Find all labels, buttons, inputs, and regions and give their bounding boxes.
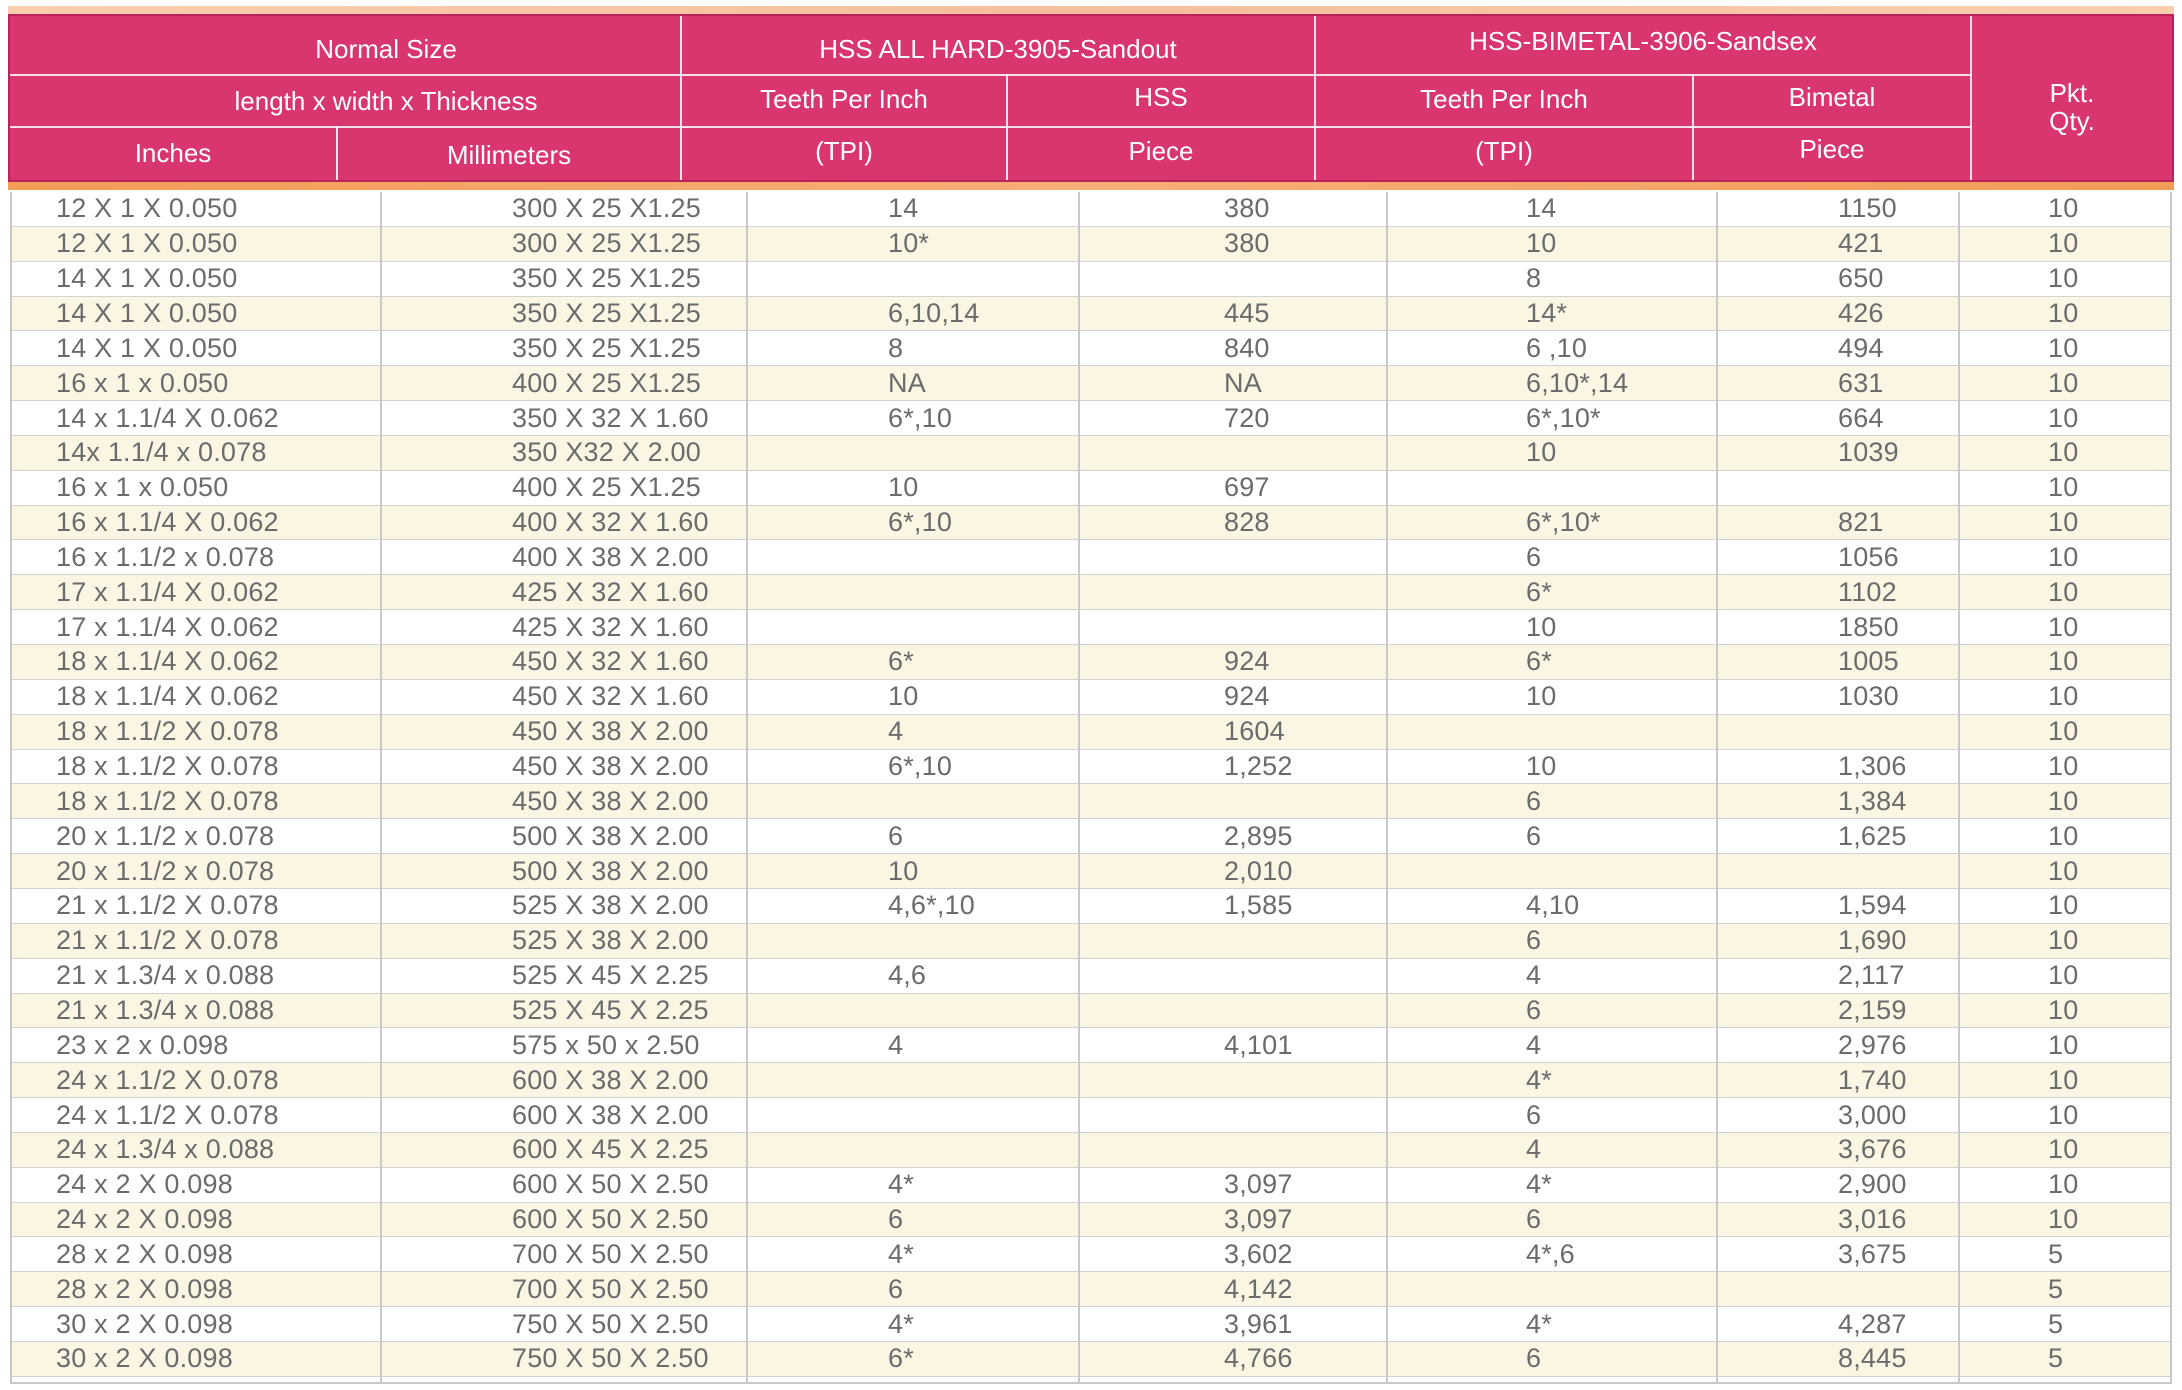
cell-bimetal-tpi: 14* (1526, 297, 1568, 328)
cell-hss-piece: 924 (1224, 681, 1270, 712)
col-sep-3 (1078, 192, 1080, 1382)
cell-bimetal-piece: 1102 (1838, 576, 1897, 607)
cell-pkt-qty: 10 (2048, 646, 2079, 677)
cell-inches: 16 x 1.1/2 x 0.078 (56, 541, 275, 572)
col-sep-2 (746, 192, 748, 1382)
cell-pkt-qty: 10 (2048, 541, 2079, 572)
cell-inches: 23 x 2 x 0.098 (56, 1029, 229, 1060)
cell-inches: 21 x 1.1/2 X 0.078 (56, 890, 279, 921)
cell-bimetal-tpi: 10 (1526, 681, 1557, 712)
cell-millimeters: 600 X 45 X 2.25 (512, 1134, 709, 1165)
cell-bimetal-piece: 1,740 (1838, 1064, 1907, 1095)
cell-pkt-qty: 5 (2048, 1308, 2064, 1339)
cell-bimetal-tpi: 8 (1526, 263, 1542, 294)
cell-bimetal-piece: 1,594 (1838, 890, 1907, 921)
cell-inches: 14 x 1.1/4 X 0.062 (56, 402, 279, 433)
cell-millimeters: 600 X 50 X 2.50 (512, 1204, 709, 1235)
table-row (12, 610, 2170, 645)
cell-bimetal-piece: 1,690 (1838, 925, 1907, 956)
cell-hss-piece: NA (1224, 367, 1262, 398)
cell-millimeters: 350 X 25 X1.25 (512, 263, 701, 294)
cell-pkt-qty: 5 (2048, 1238, 2064, 1269)
cell-inches: 18 x 1.1/4 X 0.062 (56, 681, 279, 712)
header-bimetal-label: Bimetal (1788, 82, 1876, 112)
cell-pkt-qty: 10 (2048, 1064, 2079, 1095)
cell-bimetal-piece: 426 (1838, 297, 1884, 328)
cell-millimeters: 425 X 32 X 1.60 (512, 611, 709, 642)
cell-inches: 14 X 1 X 0.050 (56, 263, 238, 294)
cell-bimetal-piece: 421 (1838, 228, 1884, 259)
cell-hss-piece: 3,602 (1224, 1238, 1293, 1269)
cell-bimetal-piece: 1039 (1838, 437, 1899, 468)
cell-pkt-qty: 10 (2048, 297, 2079, 328)
cell-bimetal-tpi: 4* (1526, 1308, 1552, 1339)
header-hss-tpi-abbr: (TPI) (815, 136, 873, 166)
cell-inches: 18 x 1.1/2 X 0.078 (56, 716, 279, 747)
cell-bimetal-tpi: 6 (1526, 1343, 1542, 1374)
header-hss-label: HSS (1134, 82, 1188, 112)
cell-hss-piece: 828 (1224, 507, 1270, 538)
cell-inches: 16 x 1 x 0.050 (56, 367, 229, 398)
table-row (12, 366, 2170, 401)
cell-pkt-qty: 10 (2048, 263, 2079, 294)
header-hss-piece: Piece (1128, 136, 1194, 166)
cell-inches: 18 x 1.1/2 X 0.078 (56, 751, 279, 782)
table-row (12, 1168, 2170, 1203)
cell-millimeters: 700 X 50 X 2.50 (512, 1273, 709, 1304)
cell-bimetal-tpi: 6* (1526, 576, 1552, 607)
cell-inches: 21 x 1.1/2 X 0.078 (56, 925, 279, 956)
cell-inches: 24 x 2 X 0.098 (56, 1169, 233, 1200)
table-row (12, 192, 2170, 227)
col-sep-5 (1716, 192, 1718, 1382)
cell-inches: 18 x 1.1/2 X 0.078 (56, 785, 279, 816)
cell-bimetal-tpi: 6*,10* (1526, 507, 1601, 538)
cell-pkt-qty: 5 (2048, 1273, 2064, 1304)
header-bimetal-group: HSS-BIMETAL-3906-Sandsex (1469, 26, 1817, 56)
table-row (12, 541, 2170, 576)
cell-hss-piece: 4,766 (1224, 1343, 1293, 1374)
cell-bimetal-piece: 3,000 (1838, 1099, 1907, 1130)
cell-bimetal-tpi: 6 (1526, 785, 1542, 816)
cell-millimeters: 600 X 50 X 2.50 (512, 1169, 709, 1200)
cell-millimeters: 300 X 25 X1.25 (512, 228, 701, 259)
cell-bimetal-piece: 1850 (1838, 611, 1899, 642)
cell-bimetal-piece: 8,445 (1838, 1343, 1907, 1374)
cell-pkt-qty: 10 (2048, 855, 2079, 886)
cell-millimeters: 450 X 38 X 2.00 (512, 716, 709, 747)
header-underline (8, 182, 2174, 190)
cell-millimeters: 350 X 25 X1.25 (512, 332, 701, 363)
cell-hss-tpi: 6*,10 (888, 402, 953, 433)
cell-bimetal-piece: 1,306 (1838, 751, 1907, 782)
cell-hss-piece: 697 (1224, 472, 1270, 503)
cell-bimetal-tpi: 6 (1526, 925, 1542, 956)
cell-pkt-qty: 10 (2048, 576, 2079, 607)
cell-millimeters: 525 X 45 X 2.25 (512, 960, 709, 991)
cell-bimetal-tpi: 10 (1526, 437, 1557, 468)
table-row (12, 401, 2170, 436)
cell-bimetal-tpi: 6 (1526, 994, 1542, 1025)
cell-inches: 16 x 1.1/4 X 0.062 (56, 507, 279, 538)
cell-bimetal-piece: 2,117 (1838, 960, 1905, 991)
cell-pkt-qty: 10 (2048, 402, 2079, 433)
cell-hss-tpi: 6 (888, 820, 904, 851)
cell-hss-tpi: 14 (888, 193, 919, 224)
cell-bimetal-piece: 494 (1838, 332, 1884, 363)
table-row (12, 1098, 2170, 1133)
table-row (12, 1272, 2170, 1307)
table-row (12, 680, 2170, 715)
cell-pkt-qty: 10 (2048, 925, 2079, 956)
cell-millimeters: 575 x 50 x 2.50 (512, 1029, 700, 1060)
cell-inches: 18 x 1.1/4 X 0.062 (56, 646, 279, 677)
cell-pkt-qty: 5 (2048, 1343, 2064, 1374)
cell-pkt-qty: 10 (2048, 716, 2079, 747)
cell-hss-tpi: 6 (888, 1273, 904, 1304)
cell-bimetal-piece: 664 (1838, 402, 1884, 433)
cell-inches: 20 x 1.1/2 x 0.078 (56, 820, 275, 851)
table-row (12, 784, 2170, 819)
cell-bimetal-piece: 2,976 (1838, 1029, 1907, 1060)
cell-millimeters: 400 X 25 X1.25 (512, 367, 701, 398)
cell-bimetal-tpi: 4* (1526, 1064, 1552, 1095)
col-sep-1 (380, 192, 382, 1382)
cell-hss-tpi: 4* (888, 1238, 914, 1269)
header-qty: Qty. (2049, 106, 2095, 136)
cell-pkt-qty: 10 (2048, 332, 2079, 363)
cell-millimeters: 600 X 38 X 2.00 (512, 1064, 709, 1095)
cell-hss-tpi: 4,6*,10 (888, 890, 975, 921)
cell-bimetal-piece: 1005 (1838, 646, 1899, 677)
cell-inches: 12 X 1 X 0.050 (56, 228, 238, 259)
cell-bimetal-piece: 1,625 (1838, 820, 1907, 851)
cell-inches: 17 x 1.1/4 X 0.062 (56, 611, 279, 642)
cell-millimeters: 450 X 38 X 2.00 (512, 785, 709, 816)
cell-bimetal-tpi: 6* (1526, 646, 1552, 677)
cell-pkt-qty: 10 (2048, 820, 2079, 851)
cell-bimetal-tpi: 6*,10* (1526, 402, 1601, 433)
cell-millimeters: 400 X 38 X 2.00 (512, 541, 709, 572)
header-dimensions: length x width x Thickness (234, 86, 538, 116)
cell-pkt-qty: 10 (2048, 681, 2079, 712)
table-row (12, 854, 2170, 889)
cell-pkt-qty: 10 (2048, 193, 2079, 224)
col-sep-6 (1958, 192, 1960, 1382)
cell-pkt-qty: 10 (2048, 1029, 2079, 1060)
cell-bimetal-piece: 1030 (1838, 681, 1899, 712)
cell-hss-tpi: 6 (888, 1204, 904, 1235)
cell-pkt-qty: 10 (2048, 994, 2079, 1025)
cell-millimeters: 450 X 32 X 1.60 (512, 646, 709, 677)
cell-inches: 17 x 1.1/4 X 0.062 (56, 576, 279, 607)
cell-bimetal-tpi: 6 (1526, 1099, 1542, 1130)
cell-pkt-qty: 10 (2048, 890, 2079, 921)
cell-hss-tpi: 4 (888, 1029, 904, 1060)
cell-inches: 21 x 1.3/4 x 0.088 (56, 994, 275, 1025)
cell-inches: 24 x 2 X 0.098 (56, 1204, 233, 1235)
cell-bimetal-piece: 631 (1838, 367, 1884, 398)
cell-hss-tpi: 6,10,14 (888, 297, 980, 328)
cell-bimetal-tpi: 10 (1526, 611, 1557, 642)
cell-bimetal-piece: 2,900 (1838, 1169, 1907, 1200)
cell-pkt-qty: 10 (2048, 437, 2079, 468)
cell-bimetal-tpi: 4*,6 (1526, 1238, 1575, 1269)
cell-hss-tpi: 10 (888, 472, 919, 503)
table-row (12, 889, 2170, 924)
cell-inches: 14 X 1 X 0.050 (56, 332, 238, 363)
cell-inches: 24 x 1.1/2 X 0.078 (56, 1064, 279, 1095)
cell-bimetal-tpi: 6 (1526, 820, 1542, 851)
cell-bimetal-tpi: 4 (1526, 1134, 1542, 1165)
cell-hss-tpi: 6* (888, 1343, 914, 1374)
header-millimeters: Millimeters (446, 140, 572, 170)
cell-hss-piece: 840 (1224, 332, 1270, 363)
cell-pkt-qty: 10 (2048, 1134, 2079, 1165)
cell-millimeters: 450 X 32 X 1.60 (512, 681, 709, 712)
cell-millimeters: 750 X 50 X 2.50 (512, 1308, 709, 1339)
cell-bimetal-piece: 3,675 (1838, 1238, 1907, 1269)
table-row (12, 924, 2170, 959)
cell-inches: 12 X 1 X 0.050 (56, 193, 238, 224)
table-row (12, 436, 2170, 471)
cell-bimetal-tpi: 10 (1526, 751, 1557, 782)
cell-bimetal-tpi: 6 ,10 (1526, 332, 1588, 363)
cell-pkt-qty: 10 (2048, 960, 2079, 991)
table-row (12, 331, 2170, 366)
cell-millimeters: 350 X 32 X 1.60 (512, 402, 709, 433)
cell-inches: 16 x 1 x 0.050 (56, 472, 229, 503)
table-row (12, 262, 2170, 297)
cell-bimetal-tpi: 10 (1526, 228, 1557, 259)
cell-bimetal-piece: 1,384 (1838, 785, 1907, 816)
cell-pkt-qty: 10 (2048, 751, 2079, 782)
table-row (12, 645, 2170, 680)
table-row (12, 819, 2170, 854)
cell-millimeters: 500 X 38 X 2.00 (512, 820, 709, 851)
cell-bimetal-tpi: 4,10 (1526, 890, 1580, 921)
cell-millimeters: 350 X32 X 2.00 (512, 437, 701, 468)
header-normal-size: Normal Size (315, 34, 457, 64)
cell-hss-tpi: 4* (888, 1308, 914, 1339)
cell-millimeters: 450 X 38 X 2.00 (512, 751, 709, 782)
cell-inches: 24 x 1.3/4 x 0.088 (56, 1134, 275, 1165)
table-row (12, 1307, 2170, 1342)
cell-hss-tpi: 4,6 (888, 960, 927, 991)
cell-hss-piece: 3,961 (1224, 1308, 1293, 1339)
cell-hss-tpi: 4 (888, 716, 904, 747)
cell-millimeters: 700 X 50 X 2.50 (512, 1238, 709, 1269)
cell-millimeters: 400 X 25 X1.25 (512, 472, 701, 503)
cell-millimeters: 500 X 38 X 2.00 (512, 855, 709, 886)
header-hss-group: HSS ALL HARD-3905-Sandout (819, 34, 1177, 64)
table-row (12, 959, 2170, 994)
cell-hss-piece: 4,142 (1224, 1273, 1293, 1304)
cell-inches: 30 x 2 X 0.098 (56, 1308, 233, 1339)
table-row (12, 1203, 2170, 1238)
cell-inches: 28 x 2 X 0.098 (56, 1273, 233, 1304)
cell-millimeters: 525 X 45 X 2.25 (512, 994, 709, 1025)
cell-inches: 20 x 1.1/2 x 0.078 (56, 855, 275, 886)
cell-hss-piece: 380 (1224, 193, 1270, 224)
cell-bimetal-piece: 1056 (1838, 541, 1899, 572)
cell-millimeters: 300 X 25 X1.25 (512, 193, 701, 224)
cell-pkt-qty: 10 (2048, 1169, 2079, 1200)
cell-pkt-qty: 10 (2048, 472, 2079, 503)
cell-hss-tpi: 6*,10 (888, 507, 953, 538)
cell-hss-piece: 380 (1224, 228, 1270, 259)
table-row (12, 1238, 2170, 1273)
table-row (12, 506, 2170, 541)
table-row (12, 1133, 2170, 1168)
cell-hss-piece: 445 (1224, 297, 1270, 328)
cell-hss-tpi: 4* (888, 1169, 914, 1200)
col-sep-4 (1386, 192, 1388, 1382)
table-row (12, 227, 2170, 262)
cell-hss-tpi: 6* (888, 646, 914, 677)
cell-millimeters: 525 X 38 X 2.00 (512, 925, 709, 956)
table-row (12, 994, 2170, 1029)
cell-bimetal-tpi: 6 (1526, 541, 1542, 572)
cell-millimeters: 525 X 38 X 2.00 (512, 890, 709, 921)
header-inches: Inches (134, 138, 212, 168)
cell-inches: 21 x 1.3/4 x 0.088 (56, 960, 275, 991)
header-bimetal-piece: Piece (1799, 134, 1865, 164)
table-row (12, 575, 2170, 610)
cell-inches: 14 X 1 X 0.050 (56, 297, 238, 328)
table-row (12, 297, 2170, 332)
cell-hss-tpi: NA (888, 367, 926, 398)
cell-inches: 24 x 1.1/2 X 0.078 (56, 1099, 279, 1130)
cell-hss-piece: 2,895 (1224, 820, 1293, 851)
header-bimetal-tpi: Teeth Per Inch (1420, 84, 1588, 114)
table-row (12, 1028, 2170, 1063)
cell-hss-piece: 720 (1224, 402, 1270, 433)
cell-hss-piece: 3,097 (1224, 1204, 1293, 1235)
cell-hss-piece: 3,097 (1224, 1169, 1293, 1200)
table-row (12, 1063, 2170, 1098)
cell-hss-tpi: 8 (888, 332, 904, 363)
cell-bimetal-tpi: 6,10*,14 (1526, 367, 1629, 398)
cell-hss-tpi: 10 (888, 855, 919, 886)
cell-bimetal-piece: 650 (1838, 263, 1884, 294)
cell-hss-tpi: 10 (888, 681, 919, 712)
cell-hss-tpi: 10* (888, 228, 930, 259)
header-pkt: Pkt. (2049, 78, 2095, 108)
cell-bimetal-piece: 3,016 (1838, 1204, 1907, 1235)
table-row (12, 471, 2170, 506)
cell-bimetal-piece: 2,159 (1838, 994, 1907, 1025)
cell-bimetal-piece: 821 (1838, 507, 1884, 538)
cell-millimeters: 425 X 32 X 1.60 (512, 576, 709, 607)
cell-hss-piece: 924 (1224, 646, 1270, 677)
header-hss-tpi: Teeth Per Inch (760, 84, 928, 114)
cell-millimeters: 350 X 25 X1.25 (512, 297, 701, 328)
cell-inches: 30 x 2 X 0.098 (56, 1343, 233, 1374)
cell-inches: 14x 1.1/4 x 0.078 (56, 437, 267, 468)
cell-bimetal-tpi: 4 (1526, 1029, 1542, 1060)
header-bimetal-tpi-abbr: (TPI) (1475, 136, 1533, 166)
cell-inches: 28 x 2 X 0.098 (56, 1238, 233, 1269)
cell-hss-tpi: 6*,10 (888, 751, 953, 782)
cell-bimetal-tpi: 6 (1526, 1204, 1542, 1235)
top-rule (8, 6, 2174, 14)
cell-pkt-qty: 10 (2048, 367, 2079, 398)
table-row (12, 1342, 2170, 1377)
cell-pkt-qty: 10 (2048, 785, 2079, 816)
cell-millimeters: 400 X 32 X 1.60 (512, 507, 709, 538)
cell-pkt-qty: 10 (2048, 228, 2079, 259)
cell-bimetal-piece: 4,287 (1838, 1308, 1907, 1339)
table-header (8, 14, 2174, 182)
cell-millimeters: 750 X 50 X 2.50 (512, 1343, 709, 1374)
cell-hss-piece: 2,010 (1224, 855, 1293, 886)
cell-pkt-qty: 10 (2048, 611, 2079, 642)
cell-bimetal-tpi: 4 (1526, 960, 1542, 991)
cell-bimetal-piece: 1150 (1838, 193, 1897, 224)
cell-pkt-qty: 10 (2048, 1204, 2079, 1235)
price-table-body (10, 192, 2172, 1384)
cell-bimetal-tpi: 14 (1526, 193, 1557, 224)
cell-pkt-qty: 10 (2048, 1099, 2079, 1130)
cell-bimetal-piece: 3,676 (1838, 1134, 1907, 1165)
cell-pkt-qty: 10 (2048, 507, 2079, 538)
cell-hss-piece: 4,101 (1224, 1029, 1293, 1060)
cell-bimetal-tpi: 4* (1526, 1169, 1552, 1200)
table-row (12, 715, 2170, 750)
cell-hss-piece: 1,252 (1224, 751, 1293, 782)
cell-hss-piece: 1,585 (1224, 890, 1293, 921)
cell-millimeters: 600 X 38 X 2.00 (512, 1099, 709, 1130)
table-row (12, 750, 2170, 785)
cell-hss-piece: 1604 (1224, 716, 1285, 747)
